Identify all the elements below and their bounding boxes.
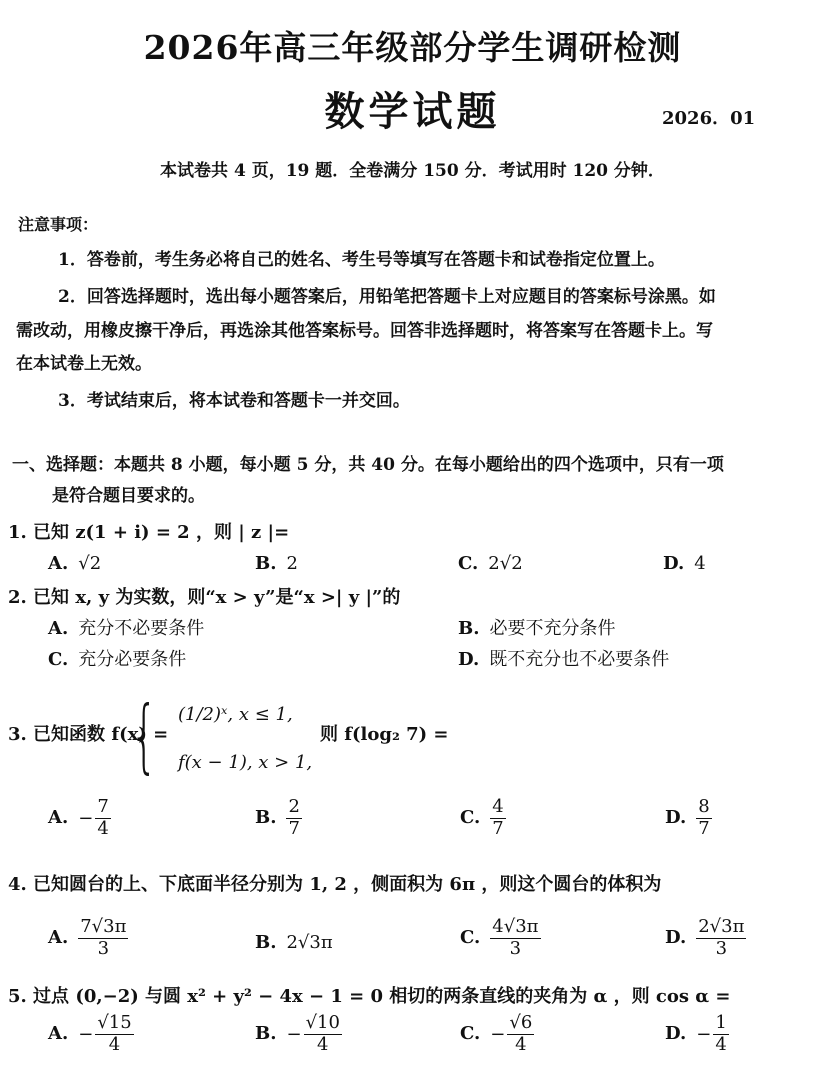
q2-option-a	[48, 614, 204, 640]
q5-c-label: C.	[460, 1023, 481, 1045]
q1-d-value: 4	[694, 553, 706, 574]
exam-subtitle: 数学试题	[324, 88, 501, 135]
q5-b-sign: −	[286, 1023, 302, 1045]
q5-c-fraction	[507, 1014, 534, 1055]
q4-c-numerator: 4√3π	[492, 916, 539, 937]
q5-b-fraction	[304, 1014, 342, 1055]
q5-c-denominator: 4	[515, 1033, 527, 1055]
question-3-stem-prefix: 3. 已知函数 f(x) =	[8, 724, 169, 745]
q5-a-denominator: 4	[108, 1033, 121, 1055]
q3-d-fraction	[696, 798, 711, 839]
q5-d-label: D.	[665, 1023, 687, 1045]
question-2-stem: 2. 已知 x, y 为实数，则“x > y”是“x >| y |”的	[8, 587, 401, 608]
q3-b-denominator: 7	[288, 817, 300, 839]
q3-b-numerator: 2	[288, 796, 300, 817]
q5-d-sign: −	[696, 1023, 712, 1045]
exam-info: 本试卷共 4 页，19 题．全卷满分 150 分．考试用时 120 分钟．	[160, 161, 665, 181]
q3-c-denominator: 7	[492, 817, 504, 839]
exam-date: 2026．01	[662, 108, 756, 129]
q3-d-label: D.	[665, 807, 687, 829]
q3-option-c	[460, 798, 506, 839]
exam-title: 2026年高三年级部分学生调研检测	[143, 28, 682, 67]
q1-c-value: 2√2	[488, 553, 523, 574]
notice-item-2-line-1: 2．回答选择题时，选出每小题答案后，用铅笔把答题卡上对应题目的答案标号涂黑。如	[58, 287, 716, 307]
q4-d-denominator: 3	[715, 937, 728, 959]
q4-b-label: B.	[255, 932, 277, 953]
q2-b-value: 必要不充分条件	[489, 618, 616, 639]
q1-option-c	[458, 553, 523, 574]
q5-d-numerator: 1	[715, 1012, 727, 1033]
q3-a-numerator: 7	[97, 796, 109, 817]
q3-d-numerator: 8	[698, 796, 710, 817]
q3-c-label: C.	[460, 807, 481, 829]
q2-c-label: C.	[48, 649, 69, 670]
q3-c-fraction	[490, 798, 505, 839]
q3-option-d	[665, 798, 712, 839]
q2-d-label: D.	[458, 649, 480, 670]
q2-a-label: A.	[48, 618, 69, 639]
q4-b-value: 2√3π	[286, 932, 333, 953]
q4-c-fraction	[490, 918, 540, 959]
notice-item-2-line-3: 在本试卷上无效。	[16, 354, 152, 374]
piece-1: (1/2)ˣ, x ≤ 1,	[178, 704, 293, 725]
q1-b-value: 2	[286, 553, 298, 574]
q4-a-denominator: 3	[97, 937, 110, 959]
q2-option-c	[48, 645, 186, 671]
q5-a-sign: −	[78, 1023, 94, 1045]
q4-c-denominator: 3	[509, 937, 522, 959]
q5-c-numerator: √6	[509, 1012, 533, 1033]
notice-item-3: 3．考试结束后，将本试卷和答题卡一并交回。	[58, 391, 410, 411]
q3-a-label: A.	[48, 807, 69, 829]
q2-d-value: 既不充分也不必要条件	[489, 649, 670, 670]
question-5-stem: 5. 过点 (0,−2) 与圆 x² + y² − 4x − 1 = 0 相切的两条直线的夹角为 α ，则 cos α =	[8, 986, 731, 1007]
section-1-heading-cont: 是符合题目要求的。	[52, 486, 205, 506]
q2-a-value: 充分不必要条件	[78, 618, 205, 639]
q4-option-d	[665, 918, 746, 959]
q2-b-label: B.	[458, 618, 480, 639]
q4-option-c	[460, 918, 541, 959]
q5-d-fraction	[713, 1014, 728, 1055]
q1-d-label: D.	[663, 553, 685, 574]
q5-option-c	[460, 1014, 534, 1055]
q4-d-label: D.	[665, 927, 687, 949]
section-1-heading: 一、选择题：本题共 8 小题，每小题 5 分，共 40 分。在每小题给出的四个选项中，只有一项	[12, 455, 724, 475]
q5-option-b	[255, 1014, 342, 1055]
q5-option-d	[665, 1014, 729, 1055]
piece-2: f(x − 1), x > 1,	[178, 752, 313, 773]
q1-a-label: A.	[48, 553, 69, 574]
q3-a-fraction	[95, 798, 110, 839]
q1-option-a	[48, 553, 101, 574]
q3-c-numerator: 4	[492, 796, 504, 817]
q1-option-d	[663, 553, 706, 574]
notice-item-1: 1．答卷前，考生务必将自己的姓名、考生号等填写在答题卡和试卷指定位置上。	[58, 250, 665, 270]
q4-d-fraction	[696, 918, 746, 959]
q3-d-denominator: 7	[698, 817, 710, 839]
q1-a-value: √2	[78, 553, 102, 574]
q2-c-value: 充分必要条件	[78, 649, 187, 670]
q5-b-label: B.	[255, 1023, 277, 1045]
q3-b-fraction	[286, 798, 301, 839]
question-3-stem-suffix: 则 f(log₂ 7) =	[320, 724, 449, 745]
left-brace-icon: {	[130, 689, 158, 782]
q3-option-b	[255, 798, 302, 839]
q3-a-denominator: 4	[97, 817, 109, 839]
notice-heading: 注意事项：	[18, 215, 99, 234]
q5-b-denominator: 4	[317, 1033, 329, 1055]
q5-b-numerator: √10	[305, 1012, 340, 1033]
q5-option-a	[48, 1014, 134, 1055]
question-4-stem: 4. 已知圆台的上、下底面半径分别为 1, 2 ，侧面积为 6π ，则这个圆台的体积为	[8, 874, 662, 895]
q3-option-a	[48, 798, 111, 839]
q4-option-b	[255, 932, 333, 953]
q4-option-a	[48, 918, 128, 959]
q5-a-label: A.	[48, 1023, 69, 1045]
q5-a-fraction	[95, 1014, 133, 1055]
notice-item-2-line-2: 需改动，用橡皮擦干净后，再选涂其他答案标号。回答非选择题时，将答案写在答题卡上。写	[16, 321, 713, 341]
q2-option-b	[458, 614, 615, 640]
q4-a-label: A.	[48, 927, 69, 949]
question-1-stem: 1. 已知 z(1 + i) = 2 ，则 | z |=	[8, 522, 290, 543]
q1-c-label: C.	[458, 553, 479, 574]
q5-c-sign: −	[490, 1023, 506, 1045]
q1-option-b	[255, 553, 298, 574]
q5-a-numerator: √15	[97, 1012, 132, 1033]
q5-d-denominator: 4	[715, 1033, 727, 1055]
q4-d-numerator: 2√3π	[698, 916, 745, 937]
q4-a-fraction	[78, 918, 128, 959]
q3-a-sign: −	[78, 807, 94, 829]
q4-c-label: C.	[460, 927, 481, 949]
q1-b-label: B.	[255, 553, 277, 574]
q2-option-d	[458, 645, 669, 671]
q3-b-label: B.	[255, 807, 277, 829]
q4-a-numerator: 7√3π	[80, 916, 127, 937]
